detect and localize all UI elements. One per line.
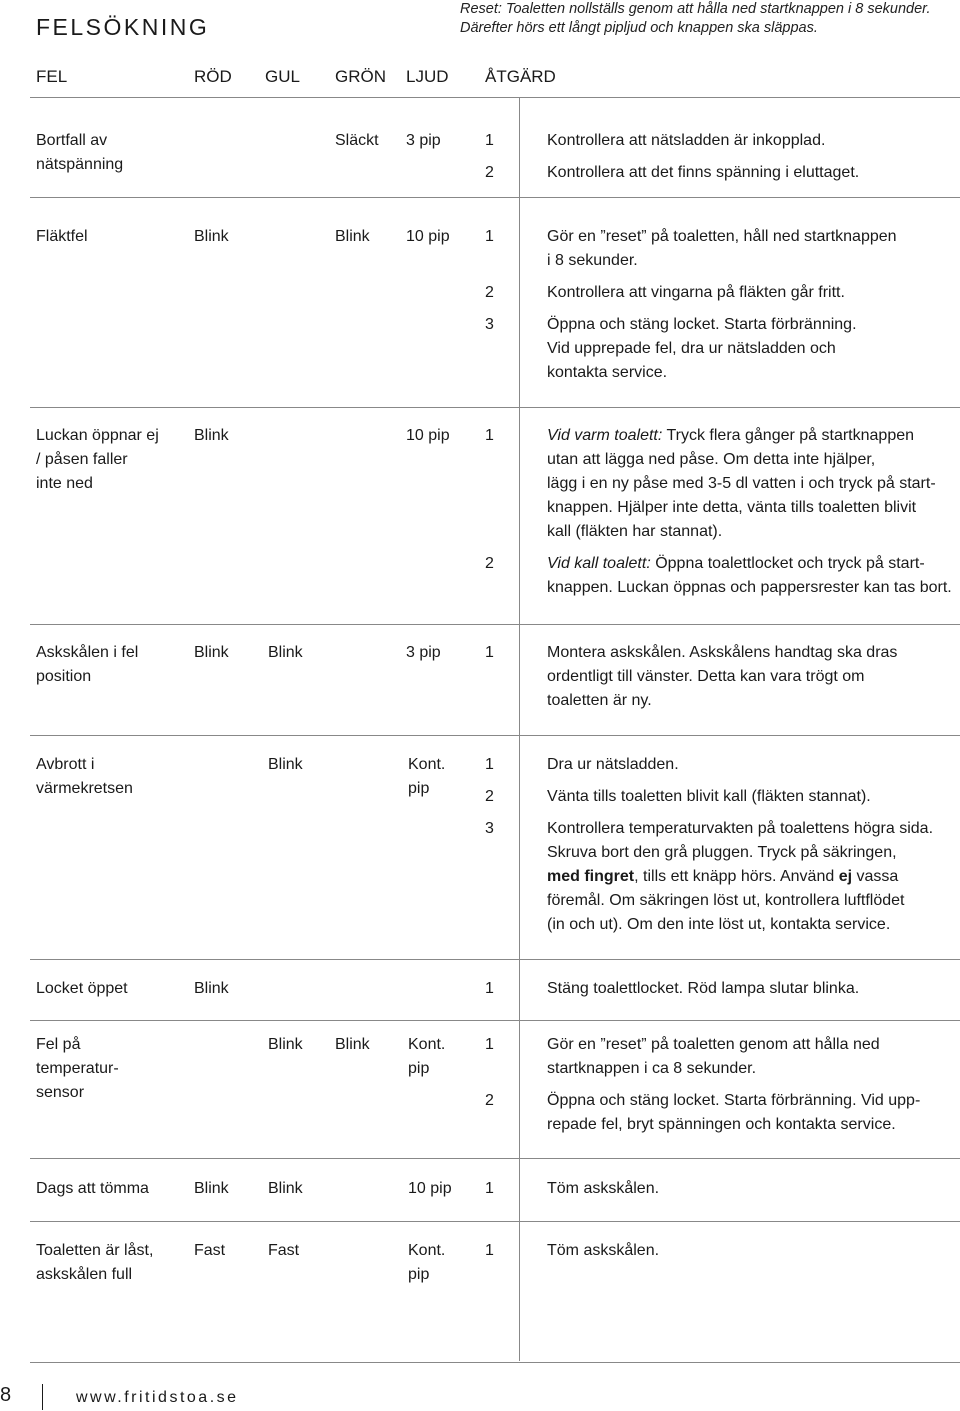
row-6-rod: Blink — [194, 980, 229, 997]
row-1-ljud: 3 pip — [406, 132, 441, 149]
row-7-fel: Fel på temperatur- sensor — [36, 1036, 119, 1101]
row-1-step-1-number: 1 — [485, 132, 494, 149]
row-divider — [30, 1020, 960, 1021]
row-7-gron: Blink — [335, 1036, 370, 1053]
row-divider — [30, 1158, 960, 1159]
row-divider — [30, 197, 960, 198]
row-9-ljud: Kont. pip — [408, 1242, 446, 1283]
row-6-step-1-number: 1 — [485, 980, 494, 997]
row-9-rod: Fast — [194, 1242, 226, 1259]
row-4-fel: Askskålen i fel position — [36, 644, 139, 685]
row-2-step-1-text: Gör en ”reset” på toaletten, håll ned startknappen i 8 sekunder. — [547, 228, 897, 269]
footer-divider — [30, 1362, 960, 1363]
row-1-step-2-text: Kontrollera att det finns spänning i eluttaget. — [547, 164, 860, 181]
column-header-rod: RÖD — [194, 67, 232, 86]
footer-separator — [42, 1384, 43, 1410]
row-3-step-2-number: 2 — [485, 555, 494, 572]
row-9-gul: Fast — [268, 1242, 300, 1259]
row-2-fel: Fläktfel — [36, 228, 88, 245]
reset-note-line-2: Därefter hörs ett långt pipljud och knappen ska släppas. — [460, 20, 818, 36]
row-5-fel: Avbrott i värmekretsen — [36, 756, 133, 797]
row-5-step-3-number: 3 — [485, 820, 494, 837]
row-1-fel: Bortfall av nätspänning — [36, 132, 124, 173]
footer-url: www.fritidstoa.se — [76, 1389, 239, 1406]
row-7-step-2-number: 2 — [485, 1092, 494, 1109]
row-2-step-2-text: Kontrollera att vingarna på fläkten går fritt. — [547, 284, 845, 301]
row-9-step-1-number: 1 — [485, 1242, 494, 1259]
row-8-rod: Blink — [194, 1180, 229, 1197]
row-4-gul: Blink — [268, 644, 303, 661]
row-3-rod: Blink — [194, 427, 229, 444]
row-divider — [30, 959, 960, 960]
row-4-ljud: 3 pip — [406, 644, 441, 661]
row-9-step-1-text: Töm askskålen. — [547, 1242, 660, 1259]
row-4-rod: Blink — [194, 644, 229, 661]
column-header-ljud: LJUD — [406, 67, 449, 86]
header-divider — [30, 97, 960, 98]
row-5-step-2-text: Vänta tills toaletten blivit kall (fläkten stannat). — [547, 788, 871, 805]
row-2-rod: Blink — [194, 228, 229, 245]
column-divider — [519, 97, 520, 1361]
row-8-step-1-text: Töm askskålen. — [547, 1180, 660, 1197]
row-divider — [30, 1221, 960, 1222]
column-header-fel: FEL — [36, 67, 68, 86]
row-2-step-1-number: 1 — [485, 228, 494, 245]
row-3-ljud: 10 pip — [406, 427, 450, 444]
row-7-step-1-number: 1 — [485, 1036, 494, 1053]
row-6-fel: Locket öppet — [36, 980, 128, 997]
row-1-step-2-number: 2 — [485, 164, 494, 181]
row-divider — [30, 407, 960, 408]
reset-note — [460, 0, 930, 38]
row-7-step-2-text: Öppna och stäng locket. Starta förbränning. Vid upp- repade fel, bryt spänningen och kontakta service. — [547, 1092, 921, 1133]
page-title: FELSÖKNING — [36, 14, 210, 40]
row-9-fel: Toaletten är låst, askskålen full — [36, 1242, 154, 1283]
row-8-ljud: 10 pip — [408, 1180, 452, 1197]
column-header-gul: GUL — [265, 67, 300, 86]
column-header-gron: GRÖN — [335, 67, 386, 86]
row-2-gron: Blink — [335, 228, 370, 245]
row-divider — [30, 624, 960, 625]
row-4-step-1-text: Montera askskålen. Askskålens handtag ska dras ordentligt till vänster. Detta kan vara trögt om toaletten är ny. — [547, 644, 898, 709]
reset-note-line-1: Reset: Toaletten nollställs genom att hålla ned startknappen i 8 sekunder. — [460, 1, 931, 17]
row-2-step-3-text: Öppna och stäng locket. Starta förbränning. Vid upprepade fel, dra ur nätsladden och kontakta service. — [547, 316, 857, 381]
row-5-ljud: Kont. pip — [408, 756, 446, 797]
row-2-step-2-number: 2 — [485, 284, 494, 301]
row-3-step-2-text: Vid kall toalett: Öppna toalettlocket och tryck på start- knappen. Luckan öppnas och pappersrester kan tas bort. — [547, 555, 952, 596]
row-8-gul: Blink — [268, 1180, 303, 1197]
row-5-gul: Blink — [268, 756, 303, 773]
row-5-step-2-number: 2 — [485, 788, 494, 805]
row-1-gron: Släckt — [335, 132, 379, 149]
row-5-step-3-text: Kontrollera temperaturvakten på toalettens högra sida. Skruva bort den grå pluggen. Tryck på säkringen, med fingret, tills ett knäpp hörs. Använd ej vassa föremål. Om säkringen löst ut, kontrollera luftflödet (in och ut). Om den inte löst ut, kontakta service. — [547, 820, 934, 933]
row-7-step-1-text: Gör en ”reset” på toaletten genom att hålla ned startknappen i ca 8 sekunder. — [547, 1036, 880, 1077]
row-7-gul: Blink — [268, 1036, 303, 1053]
row-1-step-1-text: Kontrollera att nätsladden är inkopplad. — [547, 132, 826, 149]
row-2-ljud: 10 pip — [406, 228, 450, 245]
row-3-fel: Luckan öppnar ej / påsen faller inte ned — [36, 427, 159, 492]
row-7-ljud: Kont. pip — [408, 1036, 446, 1077]
row-5-step-1-text: Dra ur nätsladden. — [547, 756, 679, 773]
row-3-step-1-number: 1 — [485, 427, 494, 444]
row-5-step-1-number: 1 — [485, 756, 494, 773]
row-6-step-1-text: Stäng toalettlocket. Röd lampa slutar blinka. — [547, 980, 860, 997]
row-divider — [30, 735, 960, 736]
column-header-atgard: ÅTGÄRD — [485, 67, 556, 86]
row-8-fel: Dags att tömma — [36, 1180, 149, 1197]
row-8-step-1-number: 1 — [485, 1180, 494, 1197]
row-3-step-1-text: Vid varm toalett: Tryck flera gånger på startknappen utan att lägga ned påse. Om detta inte hjälper, lägg i en ny påse med 3-5 dl vatten i och tryck på start- knappen. Hjälper inte detta, vänta tills toaletten blivit kall (fläkten har stannat). — [547, 427, 936, 540]
row-2-step-3-number: 3 — [485, 316, 494, 333]
page-number: 8 — [0, 1384, 12, 1406]
row-4-step-1-number: 1 — [485, 644, 494, 661]
